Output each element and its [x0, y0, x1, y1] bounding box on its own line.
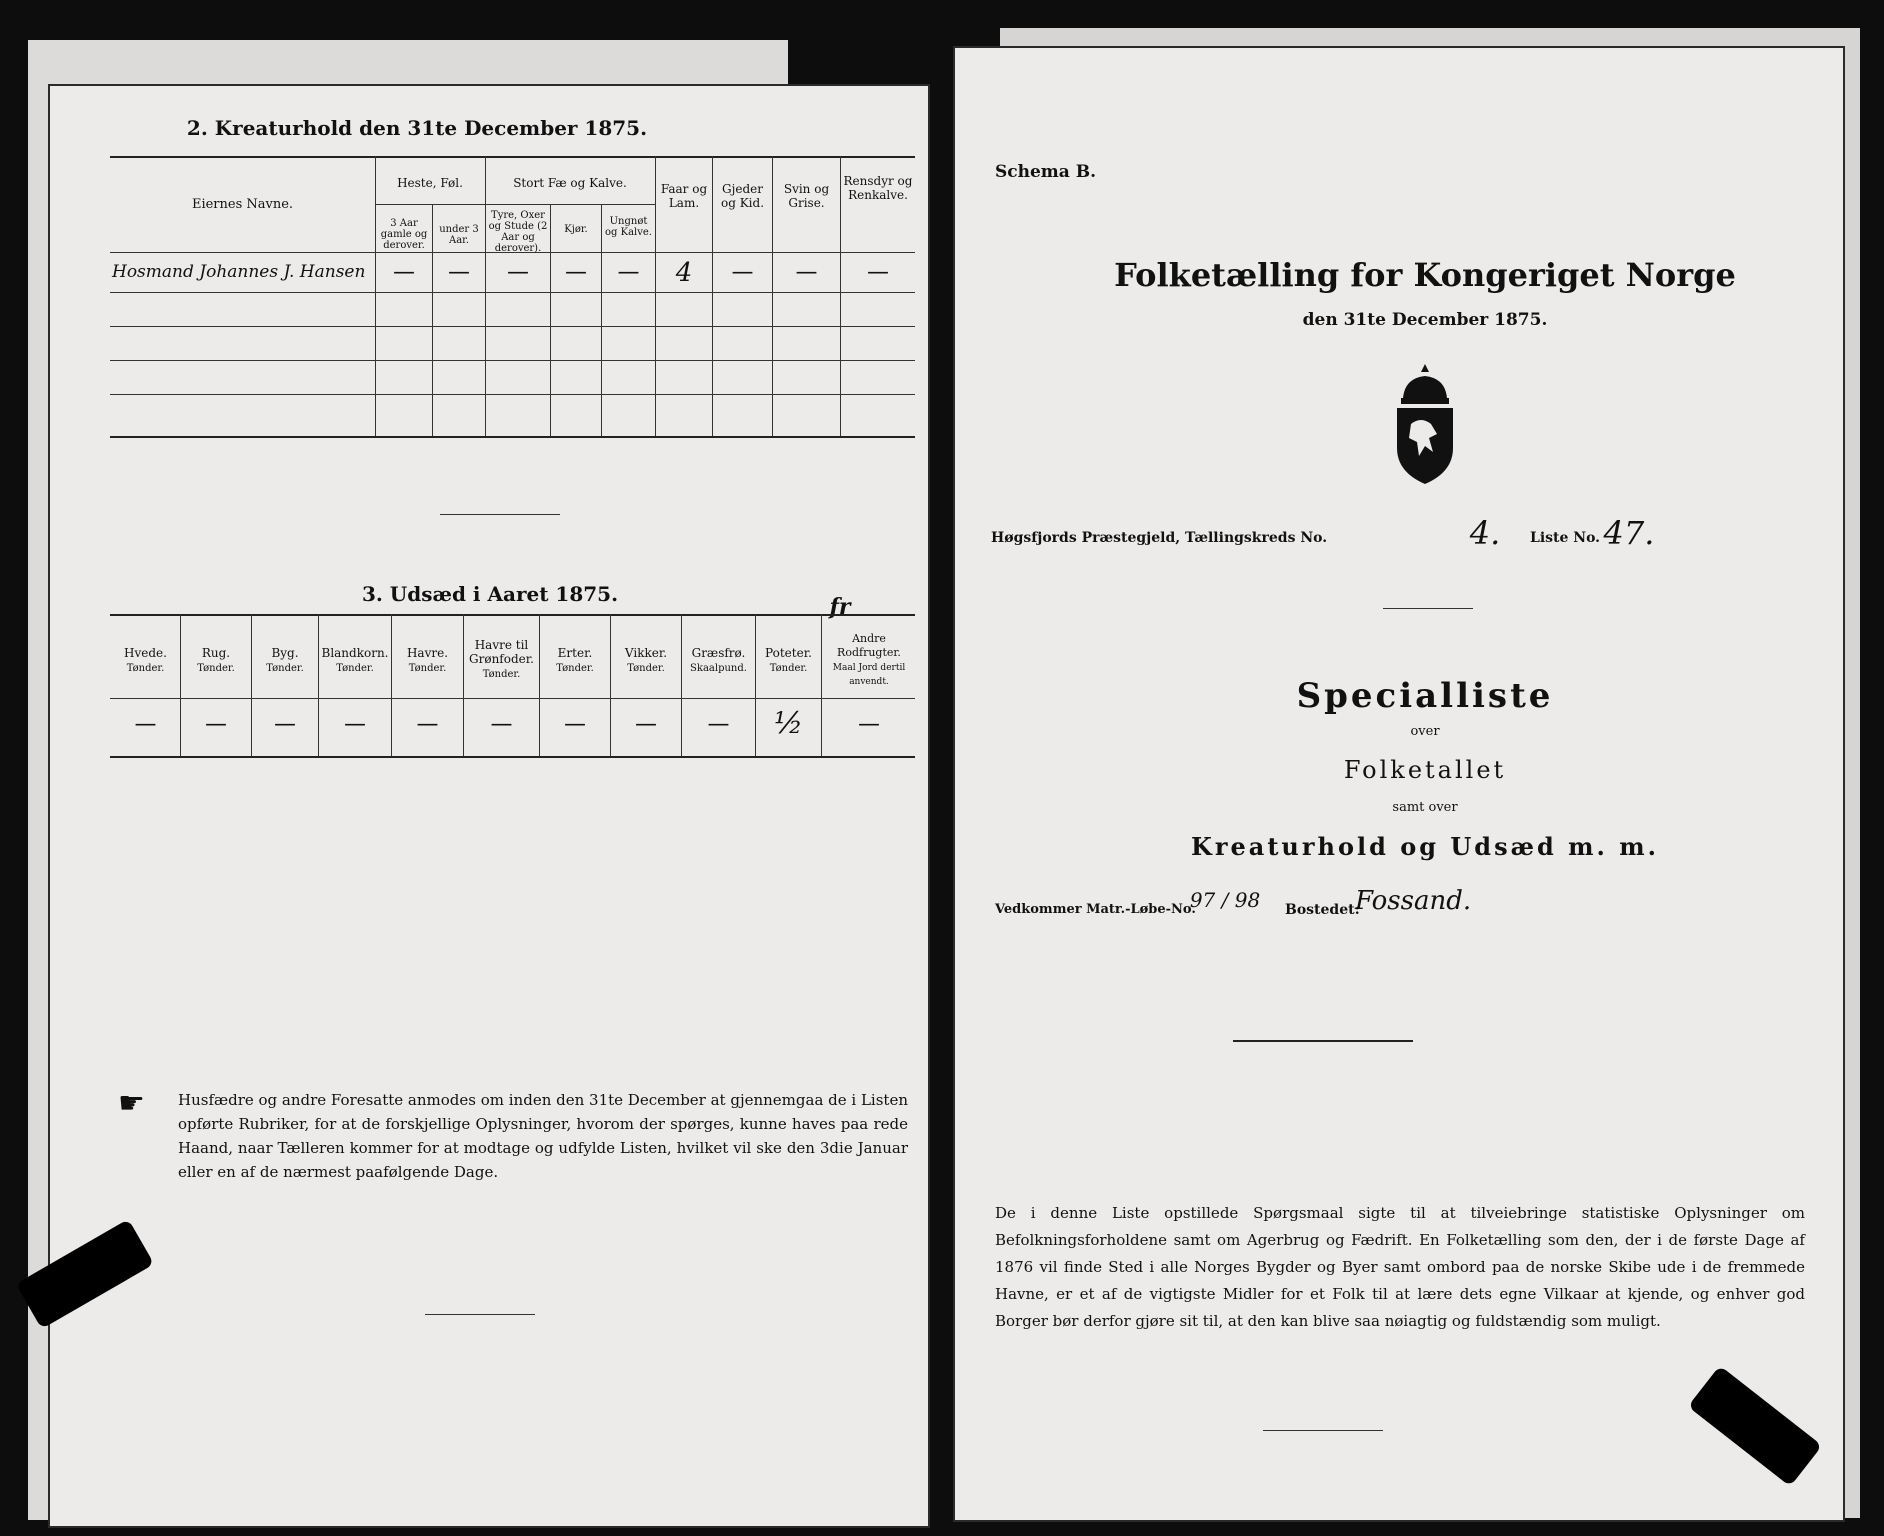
value-bulls-oxen: —	[507, 260, 529, 285]
table3-col-divider	[463, 614, 464, 756]
col-other-root-crops: Andre Rodfrugter. Maal Jord dertil anvendt.	[832, 632, 906, 687]
col-cows: Kjør.	[564, 224, 588, 235]
col-horses-under3: under 3 Aar.	[439, 224, 479, 246]
cattle-group-header: Stort Fæ og Kalve.	[513, 176, 627, 190]
pointing-hand-icon: ☛	[118, 1086, 145, 1121]
folketallet-heading: Folketallet	[1343, 756, 1507, 784]
table3-col-divider	[681, 614, 682, 756]
notice-text: Husfædre og andre Foresatte anmodes om inden den 31te December at gjennemgaa de i Listen opførte Rubriker, for at de forskjellige Oplysninger, hvorom der spørges, kunne haves paa rede Haand, naar Tælleren kommer for at modtage og udfylde Listen, hvilket vil ske den 3die Januar eller en af de nærmest paafølgende Dage.	[178, 1091, 908, 1181]
section2-title: 2. Kreaturhold den 31te December 1875.	[186, 116, 648, 140]
left-page	[50, 86, 928, 1526]
district-number: 4.	[1469, 514, 1501, 552]
col-green-fodder-oats: Havre til Grønfoder. Tønder.	[469, 638, 534, 680]
table2-col-divider	[712, 156, 713, 436]
section-divider	[440, 514, 560, 515]
value-sheep: 4	[675, 258, 693, 288]
margin-mark: fr	[829, 594, 851, 620]
list-label: Liste No.	[1530, 530, 1601, 546]
census-title: Folketælling for Kongeriget Norge	[1114, 256, 1736, 294]
col-goats: Gjeder og Kid.	[720, 182, 765, 210]
col-bulls-oxen: Tyre, Oxer og Stude (2 Aar og derover).	[488, 210, 548, 254]
col-vetch: Vikker. Tønder.	[624, 646, 668, 674]
table3-col-divider	[821, 614, 822, 756]
census-date: den 31te December 1875.	[1302, 310, 1548, 330]
table2-bottom-rule	[110, 436, 915, 438]
value-young-cattle: —	[617, 260, 640, 285]
parish-label: Høgsfjords Præstegjeld, Tællingskreds No.	[991, 530, 1328, 546]
value-horses-3yr: —	[393, 260, 415, 285]
table3-col-divider	[180, 614, 181, 756]
col-oats: Havre. Tønder.	[406, 646, 449, 674]
col-rye: Rug. Tønder.	[197, 646, 235, 674]
section3-title: 3. Udsæd i Aaret 1875.	[361, 582, 619, 606]
value-rye: —	[205, 712, 227, 737]
table2-row-rule	[110, 360, 915, 361]
col-barley: Byg. Tønder.	[266, 646, 304, 674]
divider-2	[1233, 1040, 1413, 1042]
horses-group-header: Heste, Føl.	[397, 176, 463, 190]
bosted-value: Fossand.	[1355, 886, 1472, 916]
col-young-cattle: Ungnøt og Kalve.	[605, 216, 652, 238]
value-horses-under3: —	[448, 260, 470, 285]
table2-col-divider	[655, 156, 656, 436]
col-peas: Erter. Tønder.	[556, 646, 594, 674]
table2-top-rule	[110, 156, 915, 158]
col-sheep: Faar og Lam.	[660, 182, 708, 210]
table2-col-divider	[601, 204, 602, 436]
table2-col-divider	[375, 156, 376, 436]
value-potatoes: ½	[773, 706, 804, 741]
samt-over-label: samt over	[1392, 800, 1458, 815]
col-reindeer: Rensdyr og Renkalve.	[843, 174, 913, 202]
table2-col-divider	[550, 204, 551, 436]
value-wheat: —	[134, 712, 157, 737]
list-number: 47.	[1603, 514, 1655, 552]
matr-label: Vedkommer Matr.-Løbe-No.	[995, 902, 1196, 917]
table3-col-divider	[251, 614, 252, 756]
value-green-fodder-oats: —	[490, 712, 513, 737]
table3-header-rule	[110, 698, 915, 699]
col-wheat: Hvede. Tønder.	[124, 646, 167, 674]
owner-name-header: Eiernes Navne.	[191, 197, 294, 212]
value-barley: —	[274, 712, 296, 737]
table3-col-divider	[318, 614, 319, 756]
table2-row-rule	[110, 326, 915, 327]
col-grass-seed: Græsfrø. Skaalpund.	[690, 646, 747, 674]
table2-col-divider	[485, 156, 486, 436]
divider-3	[1263, 1430, 1383, 1431]
value-reindeer: —	[867, 260, 889, 285]
table2-row-rule	[110, 394, 915, 395]
table3-col-divider	[539, 614, 540, 756]
col-horses-3yr: 3 Aar gamle og derover.	[380, 218, 428, 251]
table3-bottom-rule	[110, 756, 915, 758]
value-mixed-grain: —	[344, 712, 366, 737]
value-oats: —	[416, 712, 439, 737]
value-pigs: —	[795, 260, 818, 285]
table3-col-divider	[755, 614, 756, 756]
value-peas: —	[564, 712, 586, 737]
right-page	[955, 48, 1843, 1520]
divider-1	[1383, 608, 1473, 609]
col-mixed-grain: Blandkorn. Tønder.	[321, 646, 389, 674]
col-pigs: Svin og Grise.	[783, 182, 830, 210]
value-cows: —	[565, 260, 587, 285]
table3-col-divider	[391, 614, 392, 756]
owner-name-value: Hosmand Johannes J. Hansen	[112, 262, 366, 282]
bosted-label: Bostedet:	[1285, 902, 1360, 918]
specialliste-heading: Specialliste	[1296, 676, 1554, 716]
over-label-1: over	[1410, 724, 1440, 739]
table2-group-rule	[375, 204, 655, 205]
matr-values: 97 / 98	[1189, 888, 1261, 912]
value-grass-seed: —	[707, 712, 730, 737]
table3-col-divider	[610, 614, 611, 756]
table2-col-divider	[432, 204, 433, 436]
value-goats: —	[731, 260, 754, 285]
table3-top-rule	[110, 614, 915, 616]
schema-label: Schema B.	[995, 162, 1097, 182]
coat-of-arms-icon	[1385, 360, 1465, 490]
table2-row-rule	[110, 292, 915, 293]
footer-divider	[425, 1314, 535, 1315]
table2-col-divider	[840, 156, 841, 436]
value-vetch: —	[635, 712, 657, 737]
census-paragraph: De i denne Liste opstillede Spørgsmaal sigte til at tilveiebringe statistiske Oplysninger om Befolkningsforholdene samt om Agerbrug og Fædrift. En Folketælling som den, der i de første Dage af 1876 vil finde Sted i alle Norges Bygder og Byer samt ombord paa de norske Skibe ude i de fremmede Havne, er et af de vigtigste Midler for et Folk til at lære dets egne Vilkaar at kjende, og enhver god Borger bør derfor gjøre sit til, at den kan blive saa nøiagtig og fuldstændig som muligt.	[995, 1204, 1805, 1330]
value-other-root-crops: —	[858, 712, 880, 737]
col-potatoes: Poteter. Tønder.	[765, 646, 812, 674]
kreaturhold-heading: Kreaturhold og Udsæd m. m.	[1191, 832, 1659, 861]
table2-col-divider	[772, 156, 773, 436]
